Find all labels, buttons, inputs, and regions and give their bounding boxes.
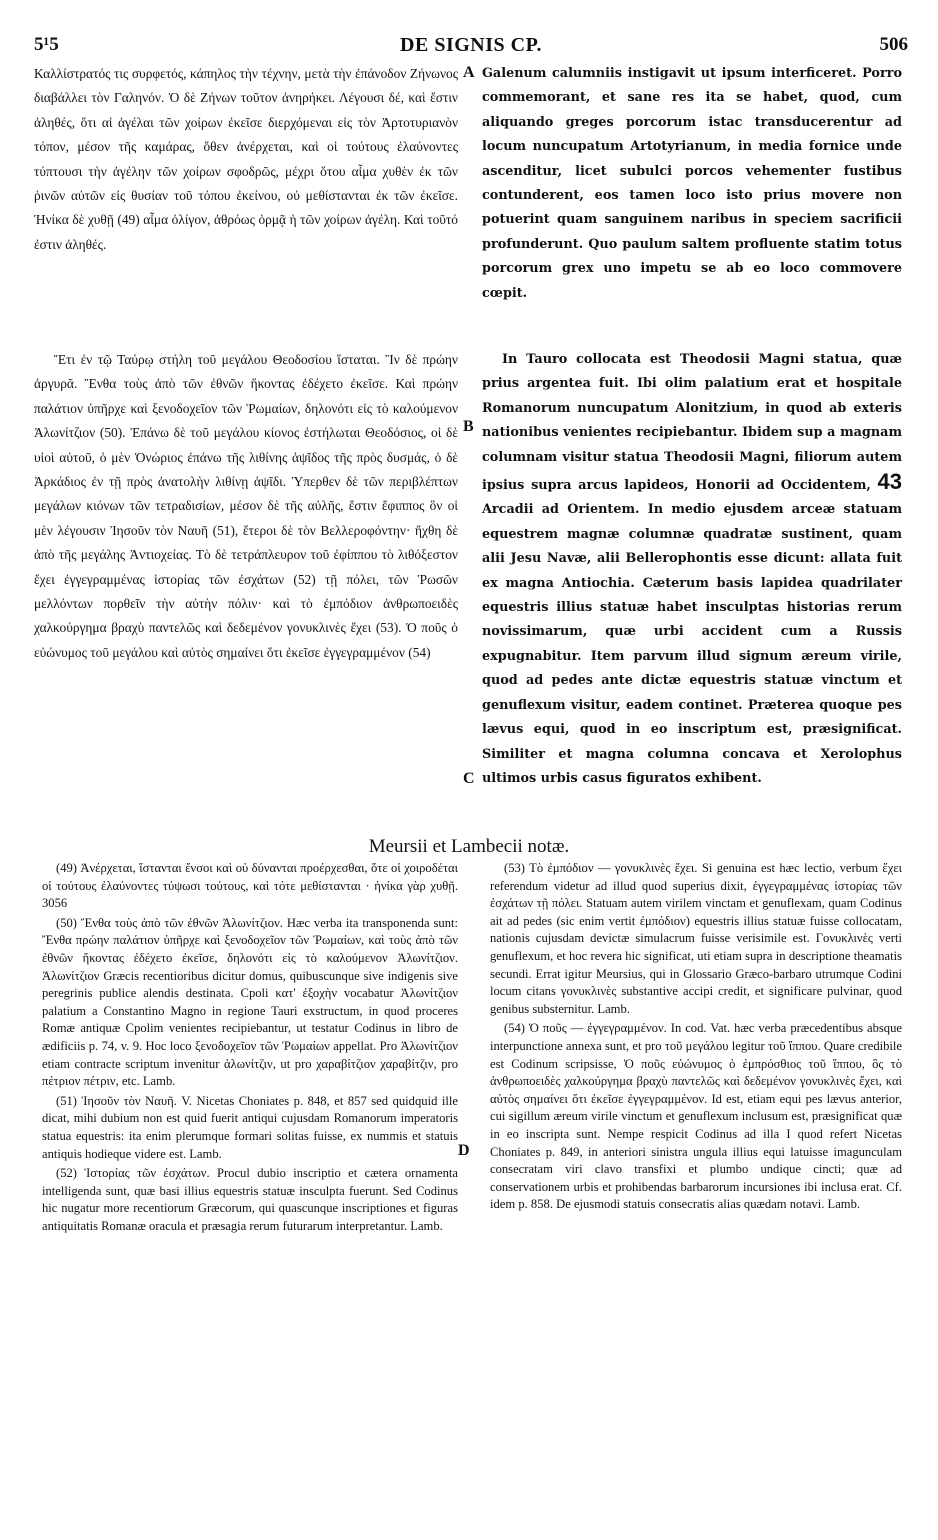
note-54: (54) Ὁ ποῦς — ἐγγεγραμμένον. In cod. Vat. hæc verba præcedentibus absque interpunctione annexa sunt, et pro τοῦ μεγάλου legitur τοῦ ἵππου. Quare credibile est Codinum scripsisse, Ὁ ποῦς εὐώνυμος ὁ ἐμπρόσθιος τοῦ ἵππου, ὃς τὸ ἀνθρωποειδὲς χαλκούργημα βραχὺ παντελῶς καὶ δεδεμένον γονυκλινὲς ἔχει, καὶ αὐτὸς σημαίνει ὅτι ἐκεῖσε ἐγγεγραμμένον. Id est, etiam equi pes lævus anterior, cui sigillum æreum virile vinctum et genuflexum inclusum est, præsignificat quæ in eo inscripta sunt. Nempe respicit Codinus ad illa I quod refert Nicetas Choniates p. 849, in anteriori sinistra ungula illius equi latuisse imagunculam consecratam viri clavo transfixi et plumbo undique cincti; quæ ad conservationem urbis et prohibendas barbarorum incursiones ibi inclusa erat. Cf. idem p. 858. De ejusmodi statuis consecratis alias quædam notavi. Lamb.	[490, 1021, 902, 1212]
note-51: (51) Ἰησοῦν τὸν Ναυῆ. V. Nicetas Choniates p. 848, et 857 sed quidquid ille dicat, mihi dubium non est quid fuerit antiqui cujusdam Romanorum imperatoris statua equestris: ita enim plerumque formari solitas fuisse, ex nummis et statuis antiquis hodieque videre est. Lamb.	[42, 1093, 458, 1161]
greek-text-section-1	[34, 62, 458, 257]
latin-text-part: In Tauro collocata est Theodosii Magni statua, quæ prius argentea fuit. Ibi olim palatium erat et hospitale Romanorum nuncupatum Alonitzium, in quod ab exteris nationibus venientes recipiebantur. Ibidem sup a magnam columnam visitur statua Theodosii Magni, filiorum autem ipsius supra arcus lapideos, Honorii ad Occidentem,	[482, 352, 902, 494]
margin-marker-b: B	[463, 418, 474, 435]
page-number-left: 5¹5	[34, 34, 59, 55]
page-title: DE SIGNIS CP.	[400, 34, 542, 56]
margin-marker-a: A	[463, 64, 475, 81]
page-number-right: 506	[879, 34, 908, 55]
latin-text-section-2	[482, 348, 902, 791]
greek-text-section-2	[34, 348, 458, 665]
latin-text-section-1	[482, 62, 902, 306]
greek-paragraph: Ἕτι ἐν τῷ Ταύρῳ στήλη τοῦ μεγάλου Θεοδοσίου ἵσταται. Ἲν δὲ πρώην ἀργυρᾶ. Ἔνθα τοὺς ἀπὸ τῶν ἐθνῶν ἥκοντας ἐδέχετο ἐκεῖσε. Καὶ πρώην παλάτιον ὑπῆρχε καὶ ξενοδοχεῖον τῶν Ῥωμαίων, δηλονότι εἰς τὸ καλούμενον Ἀλωνίτζιον (50). Ἐπάνω δὲ τοῦ μεγάλου κίονος ἐστήλωται Θεοδόσιος, οἱ δὲ υἱοὶ αὐτοῦ, ὁ μὲν Ὁνώριος ἐπάνω τῆς λιθίνης ἁψῖδος τῆς πρὸς δυσμάς, ὁ δὲ Ἀρκάδιος ἐν τῇ πρὸς ἀνατολὴν λιθίνῃ ἁψῖδι. Ὑπερθεν δὲ τῶν περιβλέπτων μεγάλων κιόνων τῶν τετραδισίων, μέσον δὲ τῆς αὐλῆς, ἔστιν ἔφιππος ὃν οἱ μὲν λέγουσιν Ἰησοῦν τὸν Ναυῆ (51), ἕτεροι δὲ τὸν Βελλεροφόντην· ἤχθη δὲ ἀπὸ τῆς μεγάλης Ἀντιοχείας. Τὸ δὲ τετράπλευρον τοῦ ἐφίππου τὸ λιθόξεστον ἔχει ἐγγεγραμμένας ἱστορίας τῶν ἐσχάτων (52) τῇ πόλει, τῶν Ῥωσῶν μελλόντων πορθεῖν τὴν αὐτὴν πόλιν· καὶ τὸ ἐμπόδιον ἀνθρωποειδὲς χαλκούργημα βραχὺ παντελῶς καὶ δεδεμένον γονυκλινὲς ἔχει (53). Ὁ ποῦς ὁ εὐώνυμος τοῦ μεγάλου καὶ αὐτὸς σημαίνει ὅτι ἐκεῖσε ἐγγεγραμμένον (54)	[34, 352, 458, 660]
folio-number: 43	[877, 469, 902, 495]
running-header	[34, 34, 908, 60]
greek-paragraph: Καλλίστρατός τις συρφετός, κάπηλος τὴν τέχνην, μετὰ τὴν ἐπάνοδον Ζήνωνος διαβάλλει τὸν Γαληνόν. Ὁ δὲ Ζήνων τοῦτον ἀνηρήκει. Λέγουσι δέ, καὶ ἔστιν ἀληθές, ὅτι αἱ ἀγέλαι τῶν χοίρων ἐκεῖσε διερχόμεναι εἰς τὸν Ἀρτοτυριανὸν τόπον, μέσον τῆς καμάρας, ὅθεν ἀνέρχεται, καὶ οἱ τούτους ἐλαύνοντες τύπτουσι τὴν ἀγέλην τῶν χοίρων σφοδρῶς, μέχρι ὅτου αἷμα χυθὲν ἐκ τῶν ῥινῶν αὐτῶν εἰς θυσίαν τοῦ τόπου ἐκείνου, οὐ μεθίστανται ἐκ τῶν ἐκεῖσε. Ἡνίκα δὲ χυθῇ (49) αἷμα ὀλίγον, ἀθρόως ὁρμᾷ ἡ τῶν χοίρων ἀγέλη. Καὶ τοῦτό ἐστιν ἀληθές.	[34, 66, 458, 252]
notes-right-column	[490, 860, 902, 1216]
note-52: (52) Ἱστορίας τῶν ἐσχάτων. Procul dubio inscriptio et cætera ornamenta intelligenda sunt, quæ basi illius equestris statuæ insculpta fuerunt. Sed Codinus hic nugatur more recentiorum Græcorum, qui quascunque inscriptiones et figuras antiquitatis Romanæ oracula et præsagia rerum futurarum interpretantur. Lamb.	[42, 1166, 458, 1233]
latin-paragraph: Galenum calumniis instigavit ut ipsum interficeret. Porro commemorant, et sane res ita se habet, quod, cum aliquando greges porcorum istac transducerentur ad locum nuncupatum Artotyrianum, in media fornice unde ascenditur, licet subulci porcos vehementer fustibus contunderent, eos tamen loco isto prius movere non potuerint quam sanguinem naribus in speciem sacrificii profunderunt. Quo paulum saltem profluente statim totus porcorum grex uno impetu se ab eo loco commovere cœpit.	[482, 66, 902, 301]
margin-marker-c: C	[463, 770, 475, 787]
note-53: (53) Τὸ ἐμπόδιον — γονυκλινὲς ἔχει. Si genuina est hæc lectio, verbum ἔχει referendum videtur ad illud quod superius dixit, ἐγγεγραμμένας ἱστορίας τῶν ἐσχάτων τῇ πόλει. Statuam autem virilem vinctam et genuflexam, quam Codinus ait ad pedes (sic enim vertit ἐμπόδιον) equestris illius statuæ fuisse collocatam, nationis cujusdam devictæ simulacrum fuisse verisimile est. Γονυκλινὲς verti genuflexum, et hoc revera hic significat, uti etiam supra in descriptione theamatis secundi. Errat igitur Meursius, qui in Glossario Græco-barbaro utrumque Codini locum citans γονυκλινὲς substantive accipi credit, et significare pulvinar, quod genibus substernitur. Lamb.	[490, 861, 902, 1016]
notes-title: Meursii et Lambecii notæ.	[368, 836, 570, 857]
latin-text-part: Arcadii ad Orientem. In medio ejusdem arceæ statuam equestrem magnæ columnæ quadratæ sustinent, quam alii Jesu Navæ, alii Bellerophontis esse dicunt: allata fuit ex magna Antiochia. Cæterum basis lapidea quadrilater equestris illius statuæ habet insculptas historias rerum novissimarum, quæ urbi accident cum a Russis expugnabitur. Item parvum illud signum æreum virile, quod ad pedes ante dictæ equestris statuæ vinctum et genuflexum visitur, eadem continet. Præterea quoque pes lævus equi, quod in eo inscriptum est, præsignificat. Similiter et magna columna concava et Xerolophus ultimos urbis casus figuratos exhibent.	[482, 502, 902, 786]
notes-left-column	[42, 860, 458, 1237]
note-49: (49) Ἀνέρχεται, ἵστανται ἔνσοι καὶ οὐ δύνανται προέρχεσθαι, ὅτε οἱ χοιροδέται οἱ τούτους ἐλαύνοντες τύψωσι τούτους, καὶ τότε μεθίστανται · ἡνίκα γὰρ χυθῇ. 3056	[42, 861, 458, 911]
latin-paragraph	[482, 348, 902, 791]
margin-marker-d: D	[458, 1142, 470, 1159]
note-50: (50) Ἔνθα τοὺς ἀπὸ τῶν ἐθνῶν Ἀλωνίτζιον. Hæc verba ita transponenda sunt: Ἔνθα πρώην παλάτιον ὑπῆρχε καὶ ξενοδοχεῖον τῶν Ῥωμαίων, καὶ τοὺς ἀπὸ τῶν ἐθνῶν ἥκοντας ἐδέχετο ἐκεῖσε, δηλονότι εἰς τὸ καλούμενον Ἀλωνίτζιον. Ἀλωνίτζιον Græcis recentioribus dicitur domus, quibuscunque sive indigenis sive peregrinis publice alendis destinata. Cpoli κατ' ἐξοχὴν vocabatur Ἀλωνίτζιον palatium a Constantino Magno in regione Tauri exstructum, in quod proceres Romæ antiquæ Cpolim venientes recipiebantur, ut testatur Codinus in libro de ædificiis p. 74, v. 9. Hoc loco ξενοδοχεῖον τῶν Ῥωμαίων appellat. Pro Ἀλωνίτζιον etiam contracte scriptum invenitur ἀλωνίτζιν, ut pro χαραβίτζιον χαραβίτζιν, pro πέτριον πέτριν, etc. Lamb.	[42, 915, 458, 1089]
